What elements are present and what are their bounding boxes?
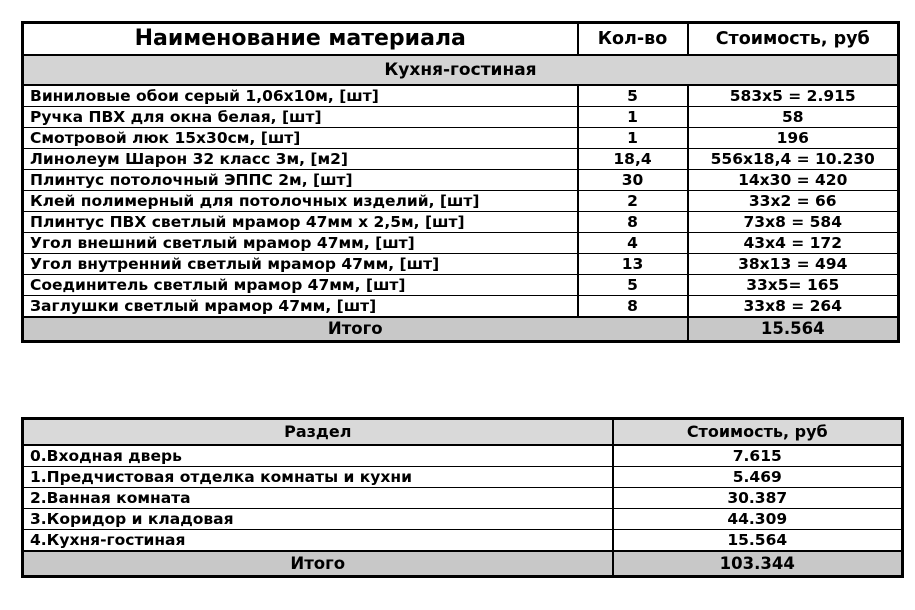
summary-total-row	[23, 551, 903, 577]
material-name: Ручка ПВХ для окна белая, [шт]	[23, 107, 578, 128]
material-cost: 33x5= 165	[688, 275, 899, 296]
material-qty: 4	[578, 233, 688, 254]
material-cost: 33x8 = 264	[688, 296, 899, 318]
material-qty: 8	[578, 212, 688, 233]
materials-header-row	[23, 23, 899, 56]
material-qty: 1	[578, 128, 688, 149]
header-material-name: Наименование материала	[23, 23, 578, 56]
summary-section-name: 0.Входная дверь	[23, 445, 613, 467]
material-qty: 1	[578, 107, 688, 128]
material-cost: 43x4 = 172	[688, 233, 899, 254]
material-name: Соединитель светлый мрамор 47мм, [шт]	[23, 275, 578, 296]
material-qty: 2	[578, 191, 688, 212]
material-qty: 30	[578, 170, 688, 191]
summary-table	[21, 417, 904, 578]
material-qty: 5	[578, 85, 688, 107]
summary-section-name: 1.Предчистовая отделка комнаты и кухни	[23, 467, 613, 488]
table-row	[23, 170, 899, 191]
summary-section-cost: 15.564	[613, 530, 903, 552]
section-row	[23, 55, 899, 85]
material-qty: 13	[578, 254, 688, 275]
table-row	[23, 254, 899, 275]
table-row	[23, 488, 903, 509]
table-row	[23, 509, 903, 530]
summary-header-row	[23, 419, 903, 446]
material-name: Плинтус потолочный ЭППС 2м, [шт]	[23, 170, 578, 191]
total-value: 15.564	[688, 317, 899, 342]
summary-section-name: 2.Ванная комната	[23, 488, 613, 509]
material-cost: 583x5 = 2.915	[688, 85, 899, 107]
header-cost: Стоимость, руб	[688, 23, 899, 56]
material-name: Заглушки светлый мрамор 47мм, [шт]	[23, 296, 578, 318]
summary-section-cost: 30.387	[613, 488, 903, 509]
material-qty: 8	[578, 296, 688, 318]
summary-section-cost: 44.309	[613, 509, 903, 530]
section-title: Кухня-гостиная	[23, 55, 899, 85]
material-cost: 73x8 = 584	[688, 212, 899, 233]
material-cost: 38x13 = 494	[688, 254, 899, 275]
table-row	[23, 191, 899, 212]
table-row	[23, 530, 903, 552]
material-cost: 14x30 = 420	[688, 170, 899, 191]
summary-section-name: 4.Кухня-гостиная	[23, 530, 613, 552]
summary-section-cost: 7.615	[613, 445, 903, 467]
material-name: Угол внутренний светлый мрамор 47мм, [шт]	[23, 254, 578, 275]
material-name: Угол внешний светлый мрамор 47мм, [шт]	[23, 233, 578, 254]
material-name: Клей полимерный для потолочных изделий, [шт]	[23, 191, 578, 212]
table-row	[23, 467, 903, 488]
material-name: Виниловые обои серый 1,06x10м, [шт]	[23, 85, 578, 107]
summary-section-cost: 5.469	[613, 467, 903, 488]
table-row	[23, 212, 899, 233]
total-label: Итого	[23, 317, 688, 342]
material-cost: 33x2 = 66	[688, 191, 899, 212]
material-name: Линолеум Шарон 32 класс 3м, [м2]	[23, 149, 578, 170]
material-name: Плинтус ПВХ светлый мрамор 47мм х 2,5м, [шт]	[23, 212, 578, 233]
table-row	[23, 275, 899, 296]
table-row	[23, 149, 899, 170]
table-row	[23, 445, 903, 467]
header-section: Раздел	[23, 419, 613, 446]
material-cost: 196	[688, 128, 899, 149]
total-label: Итого	[23, 551, 613, 577]
table-row	[23, 85, 899, 107]
material-cost: 556x18,4 = 10.230	[688, 149, 899, 170]
table-row	[23, 107, 899, 128]
material-qty: 5	[578, 275, 688, 296]
materials-total-row	[23, 317, 899, 342]
table-row	[23, 296, 899, 318]
header-quantity: Кол-во	[578, 23, 688, 56]
material-qty: 18,4	[578, 149, 688, 170]
materials-table	[21, 21, 900, 343]
table-row	[23, 128, 899, 149]
summary-section-name: 3.Коридор и кладовая	[23, 509, 613, 530]
material-name: Смотровой люк 15x30см, [шт]	[23, 128, 578, 149]
table-row	[23, 233, 899, 254]
material-cost: 58	[688, 107, 899, 128]
total-value: 103.344	[613, 551, 903, 577]
header-cost: Стоимость, руб	[613, 419, 903, 446]
